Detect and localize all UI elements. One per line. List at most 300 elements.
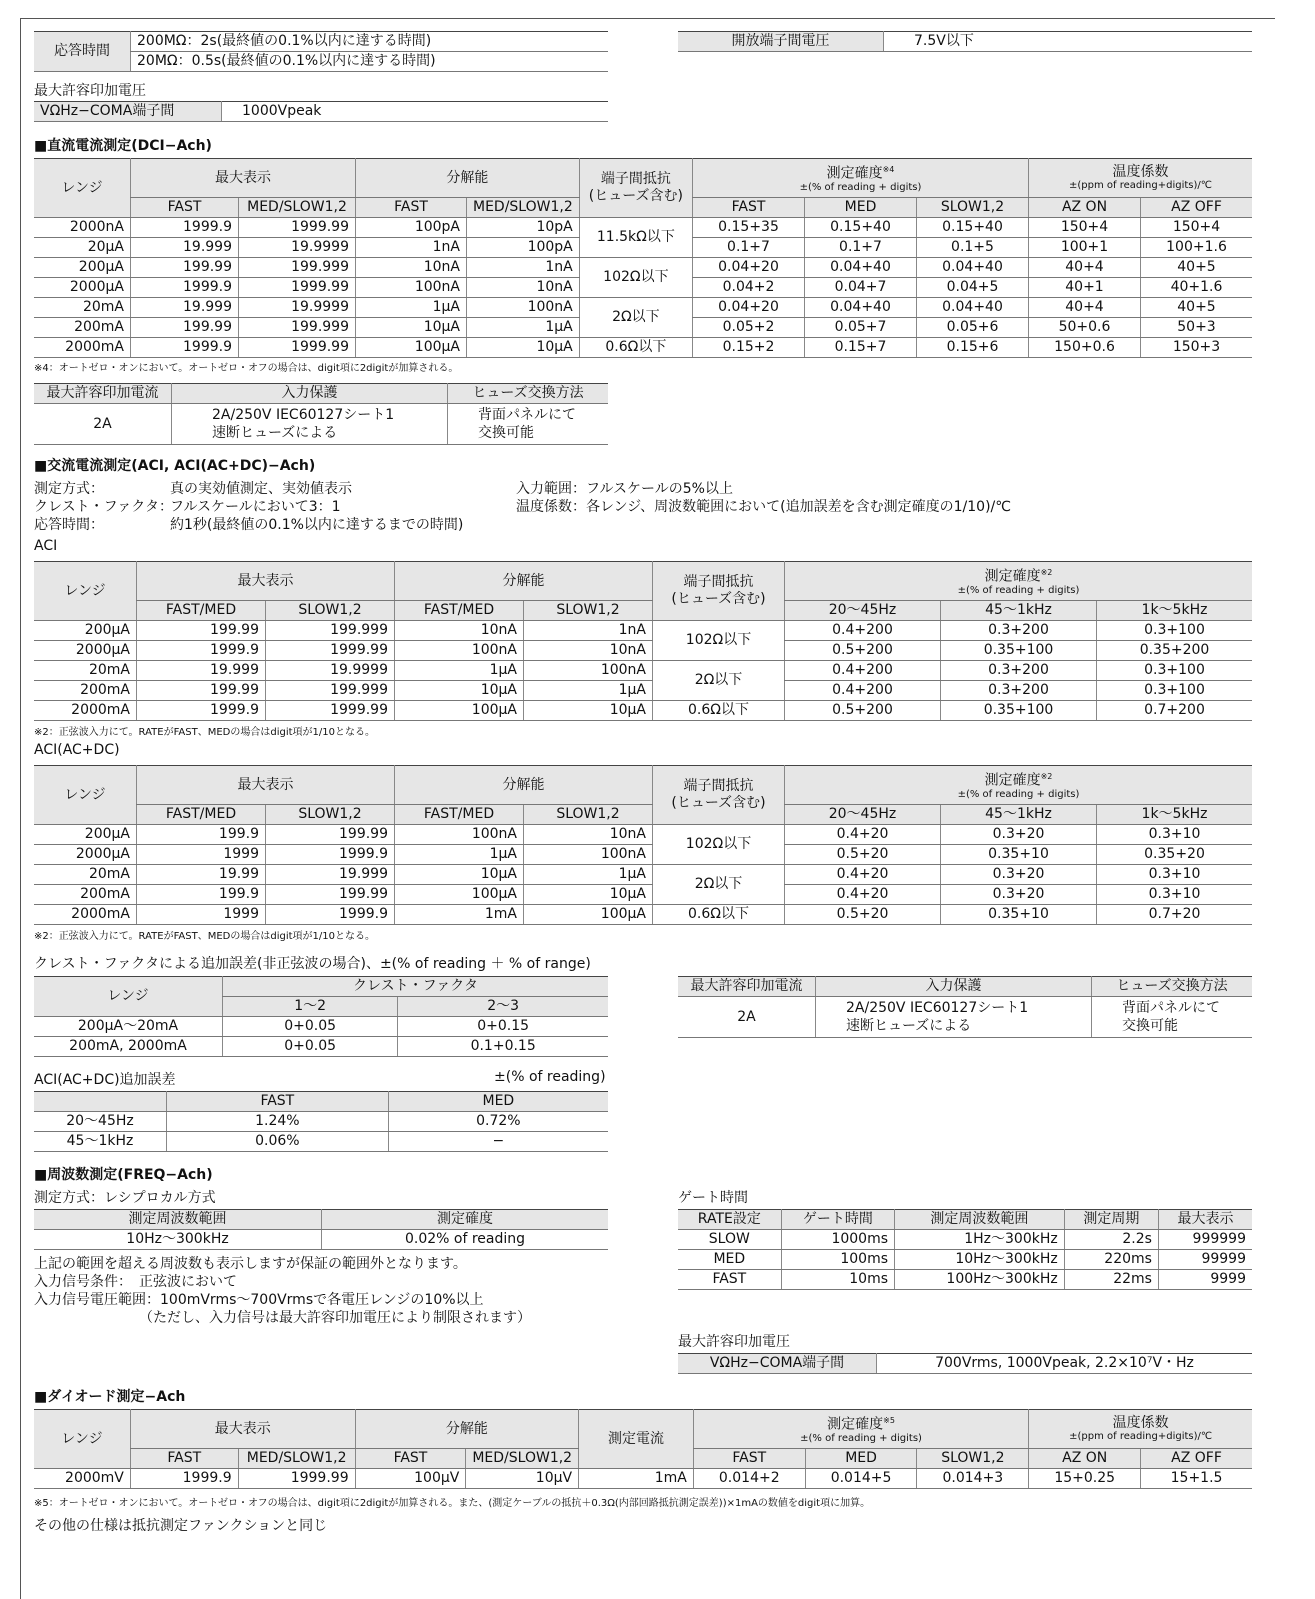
table-header-cell: 1k〜5kHz [1097, 601, 1253, 621]
table-cell: 200μA [34, 825, 137, 845]
table-header-cell: ゲート時間 [781, 1210, 894, 1230]
table-cell: 0.15+35 [693, 218, 805, 238]
table-cell: 0.04+5 [917, 278, 1029, 298]
freq-method: 測定方式：レシプロカル方式 [34, 1190, 216, 1206]
table-cell: 2Ω以下 [653, 661, 785, 701]
table-cell: 40+4 [1029, 258, 1141, 278]
table-cell: 10nA [524, 641, 653, 661]
table-cell: 0.04+2 [693, 278, 805, 298]
table-cell: 19.9999 [239, 298, 356, 318]
table-row [678, 1270, 1252, 1290]
gate-table [678, 1209, 1252, 1290]
table-header-cell: 端子間抵抗 (ヒューズ含む) [653, 562, 785, 621]
table-cell: 9999 [1158, 1270, 1252, 1290]
table-cell: 1Hz〜300kHz [895, 1230, 1065, 1250]
table-header-cell: 測定周波数範囲 [34, 1210, 322, 1230]
table-cell: 19.9999 [239, 238, 356, 258]
table-header-cell: MED/SLOW1,2 [238, 1449, 355, 1469]
table-cell: 19.999 [137, 661, 266, 681]
table-row [678, 1230, 1252, 1250]
table-cell: 0.3+10 [1097, 825, 1253, 845]
table-header-cell: FAST/MED [137, 601, 266, 621]
table-cell: 1999.99 [238, 1469, 355, 1489]
response-time-row: 20MΩ：0.5s(最終値の0.1%以内に達する時間) [131, 52, 609, 72]
table-cell: 0.5+200 [785, 641, 941, 661]
table-cell: 0.4+20 [785, 885, 941, 905]
table-cell: 0.05+6 [917, 318, 1029, 338]
table-header-cell: FAST/MED [395, 805, 524, 825]
table-cell: 999999 [1158, 1230, 1252, 1250]
table-cell: 199.99 [266, 885, 395, 905]
table-header-cell: MED [388, 1092, 608, 1112]
table-cell: 0.3+100 [1097, 621, 1253, 641]
table-cell: 100+1.6 [1141, 238, 1253, 258]
table-header-cell: 測定確度$^{※2}$ ±(% of reading + digits) [785, 562, 1253, 601]
table-header-cell: MED/SLOW1,2 [466, 1449, 579, 1469]
acdc-title: ACI(AC+DC) [34, 742, 120, 758]
table-row [34, 338, 1252, 358]
open-voltage-label: 開放端子間電圧 [678, 32, 884, 52]
table-cell: 100pA [467, 238, 580, 258]
table-cell: 19.999 [131, 298, 239, 318]
table-cell: 102Ω以下 [653, 825, 785, 865]
table-row [34, 1092, 608, 1112]
table-cell: 40+5 [1141, 298, 1253, 318]
table-row [34, 102, 608, 122]
table-cell: 100nA [467, 298, 580, 318]
table-cell: − [388, 1132, 608, 1152]
col-terminal-resistance: 端子間抵抗 (ヒューズ含む) [579, 159, 692, 218]
table-cell: 2000μA [34, 641, 137, 661]
aci-table [34, 561, 1252, 721]
max-voltage-label: VΩHz−COMA端子間 [34, 102, 222, 122]
table-cell: VΩHz−COMA端子間 [678, 1354, 877, 1374]
table-header-cell: RATE設定 [678, 1210, 781, 1230]
table-cell: FAST [678, 1270, 781, 1290]
table-cell: 0.06% [167, 1132, 389, 1152]
table-cell: 20μA [34, 238, 131, 258]
table-cell: 20〜45Hz [34, 1112, 167, 1132]
table-cell: 19.9999 [266, 661, 395, 681]
sub-fast: FAST [356, 198, 467, 218]
table-cell: 1μA [524, 681, 653, 701]
freq-heading: ■周波数測定(FREQ−Ach) [34, 1167, 213, 1183]
table-cell: 100nA [395, 825, 524, 845]
table-cell: 40+1.6 [1141, 278, 1253, 298]
table-cell: 2A [34, 404, 172, 445]
table-row [678, 1354, 1252, 1374]
table-header-cell: FAST [167, 1092, 389, 1112]
table-cell: 40+4 [1029, 298, 1141, 318]
table-header-cell: 測定確度 [322, 1210, 609, 1230]
table-header-cell: 入力保護 [816, 977, 1092, 997]
table-row [34, 32, 608, 52]
table-cell: 10Hz〜300kHz [895, 1250, 1065, 1270]
table-row [34, 562, 1252, 601]
table-header-cell: SLOW1,2 [266, 601, 395, 621]
table-header-cell: 20〜45Hz [785, 601, 941, 621]
table-cell: 1mA [579, 1469, 694, 1489]
table-cell: 0.72% [388, 1112, 608, 1132]
table-header-cell: FAST [355, 1449, 466, 1469]
table-cell: 2000mA [34, 701, 137, 721]
table-cell: 100nA [524, 845, 653, 865]
table-row [34, 258, 1252, 278]
table-cell: 2000μA [34, 845, 137, 865]
table-cell: 50+0.6 [1029, 318, 1141, 338]
terminal-resistance: 2Ω以下 [579, 298, 692, 338]
table-cell: 2A/250V IEC60127シート1 速断ヒューズによる [172, 404, 448, 445]
table-header-cell: SLOW1,2 [524, 601, 653, 621]
table-cell: 1999.9 [266, 845, 395, 865]
table-cell: 100pA [356, 218, 467, 238]
table-row [34, 404, 608, 445]
table-cell: 1999.9 [131, 278, 239, 298]
table-cell: 40+1 [1029, 278, 1141, 298]
table-cell: 15+1.5 [1141, 1469, 1252, 1489]
table-cell: 2A/250V IEC60127シート1 速断ヒューズによる [816, 997, 1092, 1038]
table-header-cell: 測定電流 [579, 1410, 694, 1469]
table-row [678, 1210, 1252, 1230]
table-cell: 0.5+20 [785, 905, 941, 925]
table-cell: 2000mA [34, 338, 131, 358]
table-cell: 200μA [34, 621, 137, 641]
table-cell: 0.014+2 [693, 1469, 805, 1489]
max-voltage-table [34, 101, 608, 122]
table-cell: 199.9 [137, 885, 266, 905]
table-cell: 10μA [395, 865, 524, 885]
table-cell: 150+0.6 [1029, 338, 1141, 358]
table-cell: 199.99 [131, 258, 239, 278]
table-row [34, 865, 1252, 885]
table-cell: 1999.9 [266, 905, 395, 925]
table-cell: 10μA [524, 701, 653, 721]
table-cell: 0.04+40 [917, 258, 1029, 278]
table-header-cell: AZ ON [1029, 1449, 1141, 1469]
table-row [34, 977, 608, 997]
table-cell: 0.3+100 [1097, 661, 1253, 681]
table-cell: 100nA [524, 661, 653, 681]
table-cell: 10μA [356, 318, 467, 338]
table-cell: 19.999 [131, 238, 239, 258]
dci-footnote: ※4：オートゼロ・オンにおいて。オートゼロ・オフの場合は、digit項に2digitが加算される。 [34, 363, 459, 374]
table-row [34, 1230, 608, 1250]
table-cell: 0.3+20 [941, 885, 1097, 905]
table-row [34, 218, 1252, 238]
table-header-cell: レンジ [34, 562, 137, 621]
table-cell: 1999.99 [239, 218, 356, 238]
sub-med: MED [805, 198, 917, 218]
response-time-row: 200MΩ：2s(最終値の0.1%以内に達する時間) [131, 32, 609, 52]
acdc-add-table [34, 1091, 608, 1152]
table-cell: 1999.9 [137, 701, 266, 721]
table-cell: 199.999 [266, 681, 395, 701]
table-cell: 10nA [395, 621, 524, 641]
table-header-cell: SLOW1,2 [266, 805, 395, 825]
table-row [34, 805, 1252, 825]
table-cell: 10ms [781, 1270, 894, 1290]
table-row [34, 1410, 1252, 1449]
table-cell: 199.999 [266, 621, 395, 641]
table-cell: 0.05+7 [805, 318, 917, 338]
table-cell: 100μA [524, 905, 653, 925]
table-cell: 199.9 [137, 825, 266, 845]
table-row [34, 1112, 608, 1132]
table-cell: 1999.99 [266, 641, 395, 661]
table-cell: 0.35+100 [941, 701, 1097, 721]
table-header-cell: 分解能 [395, 766, 653, 805]
freq-maxv-table [678, 1353, 1252, 1374]
sub-az-off: AZ OFF [1141, 198, 1253, 218]
table-cell: 100μV [355, 1469, 466, 1489]
table-cell: 200μA〜20mA [34, 1017, 223, 1037]
table-cell: 0.35+10 [941, 905, 1097, 925]
table-cell: 100nA [395, 641, 524, 661]
table-cell: MED [678, 1250, 781, 1270]
table-row [34, 1017, 608, 1037]
table-cell: 199.99 [266, 825, 395, 845]
table-cell: 0.35+100 [941, 641, 1097, 661]
table-header-cell: FAST/MED [137, 805, 266, 825]
table-row [34, 845, 1252, 865]
table-cell: 1999.9 [131, 338, 239, 358]
acdc-add-title: ACI(AC+DC)追加誤差 [34, 1072, 176, 1088]
table-cell: 15+0.25 [1029, 1469, 1141, 1489]
dci-table [34, 158, 1252, 358]
table-header-cell: 最大表示 [137, 766, 395, 805]
table-row [34, 825, 1252, 845]
table-cell: 0.3+200 [941, 681, 1097, 701]
table-cell: 0.02% of reading [322, 1230, 609, 1250]
open-voltage-value: 7.5V以下 [884, 32, 1253, 52]
table-row [34, 1037, 608, 1057]
table-header-cell: 入力保護 [172, 384, 448, 404]
table-cell: 0.04+40 [805, 258, 917, 278]
table-cell: 1999 [137, 905, 266, 925]
table-cell: 10nA [356, 258, 467, 278]
table-cell: 99999 [1158, 1250, 1252, 1270]
table-cell: 10nA [524, 825, 653, 845]
table-cell: 背面パネルにて 交換可能 [448, 404, 609, 445]
table-cell: 22ms [1064, 1270, 1158, 1290]
table-cell: 0.4+20 [785, 825, 941, 845]
table-cell: 220ms [1064, 1250, 1158, 1270]
table-cell: 20mA [34, 865, 137, 885]
table-cell: 0.05+2 [693, 318, 805, 338]
col-resolution: 分解能 [356, 159, 580, 198]
table-cell: 0+0.05 [223, 1017, 398, 1037]
diode-heading: ■ダイオード測定−Ach [34, 1389, 186, 1405]
table-cell: 50+3 [1141, 318, 1253, 338]
table-cell: 100Hz〜300kHz [895, 1270, 1065, 1290]
table-cell: 0.1+5 [917, 238, 1029, 258]
table-header-cell: MED [805, 1449, 917, 1469]
table-cell: 10μV [466, 1469, 579, 1489]
table-cell: 200mA [34, 885, 137, 905]
table-cell: 0.35+10 [941, 845, 1097, 865]
table-cell: 10nA [467, 278, 580, 298]
table-header-cell: 45〜1kHz [941, 601, 1097, 621]
sub-az-on: AZ ON [1029, 198, 1141, 218]
table-cell: 0.3+20 [941, 865, 1097, 885]
table-cell: 20mA [34, 661, 137, 681]
table-row [34, 1210, 608, 1230]
table-cell: 2000mV [34, 1469, 130, 1489]
table-row [34, 701, 1252, 721]
table-cell: 0.15+40 [917, 218, 1029, 238]
col-max-display: 最大表示 [131, 159, 356, 198]
table-cell: 1999.9 [130, 1469, 238, 1489]
table-row [678, 32, 1252, 52]
sub-slow: SLOW1,2 [917, 198, 1029, 218]
table-row [34, 681, 1252, 701]
table-cell: 100μA [395, 701, 524, 721]
table-cell: 0.04+20 [693, 298, 805, 318]
table-row [34, 641, 1252, 661]
table-cell: 2Ω以下 [653, 865, 785, 905]
table-row [34, 621, 1252, 641]
table-cell: 20mA [34, 298, 131, 318]
table-header-cell: 端子間抵抗 (ヒューズ含む) [653, 766, 785, 825]
table-cell: 0.04+7 [805, 278, 917, 298]
table-header-cell: レンジ [34, 1410, 130, 1469]
table-header-cell: ヒューズ交換方法 [448, 384, 609, 404]
table-row [34, 1132, 608, 1152]
table-cell: 0.15+2 [693, 338, 805, 358]
table-header-cell: 分解能 [355, 1410, 578, 1449]
table-cell: 200mA, 2000mA [34, 1037, 223, 1057]
sub-medslow: MED/SLOW1,2 [239, 198, 356, 218]
table-cell: 1999.99 [266, 701, 395, 721]
table-header-cell: 最大許容印加電流 [678, 977, 816, 997]
table-cell: 102Ω以下 [653, 621, 785, 661]
table-cell: 0.1+7 [693, 238, 805, 258]
table-cell: 10pA [467, 218, 580, 238]
table-cell: 0.014+5 [805, 1469, 917, 1489]
table-header-cell: FAST/MED [395, 601, 524, 621]
table-header-cell: 20〜45Hz [785, 805, 941, 825]
col-temp-coef: 温度係数 ±(ppm of reading+digits)/℃ [1029, 159, 1253, 198]
table-cell: 0.1+0.15 [398, 1037, 608, 1057]
table-cell: 199.999 [239, 258, 356, 278]
table-header-cell: 分解能 [395, 562, 653, 601]
table-cell: 100ms [781, 1250, 894, 1270]
table-header-cell: クレスト・ファクタ [223, 977, 609, 997]
table-header-cell: ヒューズ交換方法 [1092, 977, 1253, 997]
table-cell: 1nA [467, 258, 580, 278]
response-time-table [34, 31, 608, 72]
crest-table [34, 976, 608, 1057]
table-cell: 1999.99 [239, 338, 356, 358]
table-row [34, 384, 608, 404]
table-cell: 199.99 [131, 318, 239, 338]
table-cell: 1nA [356, 238, 467, 258]
table-header-cell [34, 1092, 167, 1112]
table-cell: 1999.9 [131, 218, 239, 238]
page-border-left [20, 18, 21, 1599]
table-cell: 0.6Ω以下 [653, 905, 785, 925]
table-cell: 0.5+200 [785, 701, 941, 721]
table-cell: 0.04+20 [693, 258, 805, 278]
table-cell: 200μA [34, 258, 131, 278]
table-cell: 200mA [34, 681, 137, 701]
sub-fast: FAST [693, 198, 805, 218]
crest-title: クレスト・ファクタによる追加誤差(非正弦波の場合)、±(% of reading ＋ % of range) [34, 956, 591, 972]
table-header-cell: 測定確度$^{※2}$ ±(% of reading + digits) [785, 766, 1253, 805]
table-cell: 2000μA [34, 278, 131, 298]
table-cell: 1μA [395, 845, 524, 865]
max-voltage-value: 1000Vpeak [222, 102, 609, 122]
table-cell: 0.4+200 [785, 661, 941, 681]
table-header-cell: レンジ [34, 766, 137, 825]
table-cell: 0.3+10 [1097, 865, 1253, 885]
dci-heading: ■直流電流測定(DCI−Ach) [34, 138, 212, 154]
table-cell: 2A [678, 997, 816, 1038]
table-cell: 100μA [356, 338, 467, 358]
table-cell: 2000nA [34, 218, 131, 238]
table-cell: 0.4+200 [785, 621, 941, 641]
table-header-cell: FAST [693, 1449, 805, 1469]
table-cell: 199.999 [239, 318, 356, 338]
table-row [34, 159, 1252, 198]
table-cell: 0.6Ω以下 [653, 701, 785, 721]
sub-medslow: MED/SLOW1,2 [467, 198, 580, 218]
table-header-cell: SLOW1,2 [524, 805, 653, 825]
table-cell: 0.35+20 [1097, 845, 1253, 865]
diode-table [34, 1409, 1252, 1489]
table-cell: 100μA [395, 885, 524, 905]
table-cell: 19.999 [266, 865, 395, 885]
table-cell: 700Vrms, 1000Vpeak, 2.2×10⁷V・Hz [877, 1354, 1253, 1374]
table-cell: 1μA [524, 865, 653, 885]
table-cell: 150+4 [1141, 218, 1253, 238]
table-cell: 0.04+40 [805, 298, 917, 318]
table-cell: 0.1+7 [805, 238, 917, 258]
table-cell: 0+0.05 [223, 1037, 398, 1057]
table-cell: 1999.99 [239, 278, 356, 298]
table-cell: SLOW [678, 1230, 781, 1250]
table-row [34, 661, 1252, 681]
table-cell: 0+0.15 [398, 1017, 608, 1037]
table-row [34, 905, 1252, 925]
freq-table [34, 1209, 608, 1250]
table-cell: 199.99 [137, 621, 266, 641]
table-cell: 1999 [137, 845, 266, 865]
acdc-add-unit: ±(% of reading) [494, 1069, 606, 1085]
table-cell: 10μA [524, 885, 653, 905]
table-cell: 100nA [356, 278, 467, 298]
table-header-cell: 最大表示 [1158, 1210, 1252, 1230]
footer-text: その他の仕様は抵抗測定ファンクションと同じ [34, 1518, 328, 1534]
table-cell: 199.99 [137, 681, 266, 701]
table-cell: 0.15+6 [917, 338, 1029, 358]
table-row [34, 766, 1252, 805]
table-header-cell: 測定確度$^{※5}$ ±(% of reading + digits) [693, 1410, 1028, 1449]
table-cell: 200mA [34, 318, 131, 338]
table-cell: 0.3+20 [941, 825, 1097, 845]
table-header-cell: 最大表示 [137, 562, 395, 601]
table-cell: 1.24% [167, 1112, 389, 1132]
table-header-cell: 温度係数 ±(ppm of reading+digits)/℃ [1029, 1410, 1252, 1449]
table-cell: 1999.9 [137, 641, 266, 661]
table-cell: 背面パネルにて 交換可能 [1092, 997, 1253, 1038]
table-cell: 0.15+40 [805, 218, 917, 238]
diode-footnote: ※5：オートゼロ・オンにおいて。オートゼロ・オフの場合は、digit項に2digitが加算される。また、(測定ケーブルの抵抗＋0.3Ω(内部回路抵抗測定誤差))×1mAの数値をdigit項に加算。 [34, 1498, 871, 1509]
table-cell: 1μA [467, 318, 580, 338]
table-cell: 0.35+200 [1097, 641, 1253, 661]
response-time-label: 応答時間 [34, 32, 131, 72]
table-header-cell: 最大許容印加電流 [34, 384, 172, 404]
